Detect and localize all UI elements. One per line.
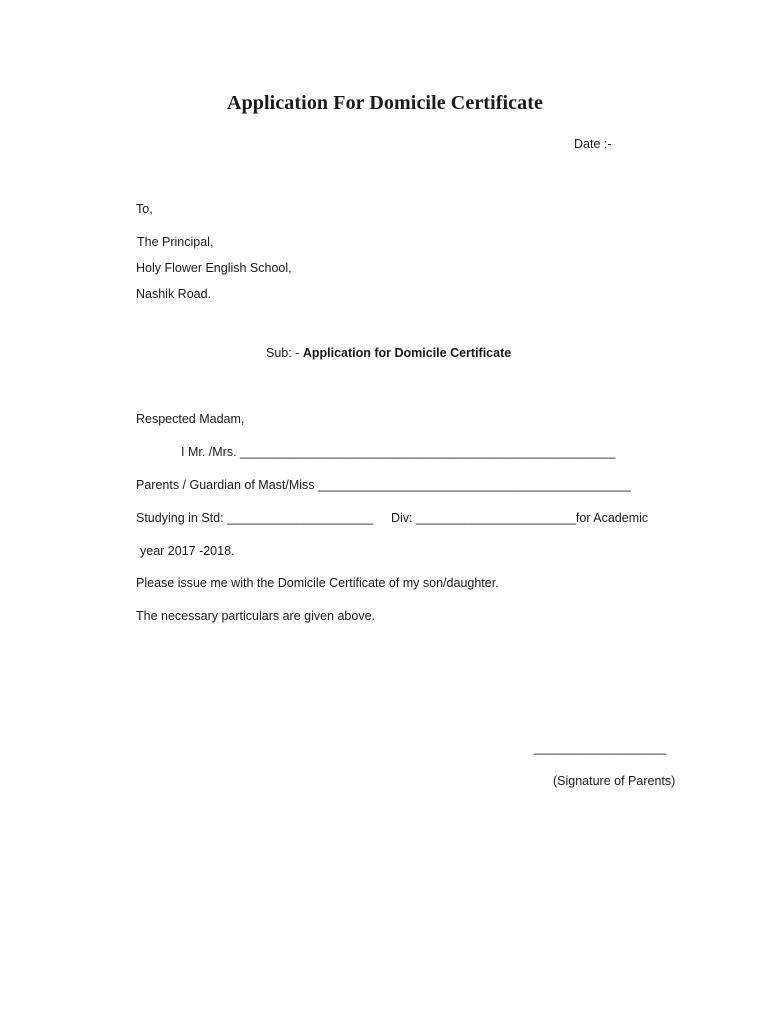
signature-label: (Signature of Parents) — [553, 774, 676, 788]
subject-text: Application for Domicile Certificate — [302, 346, 512, 360]
signature-line: ___________________ — [534, 741, 667, 755]
addressee-line-3: Nashik Road. — [136, 287, 212, 301]
subject-line — [266, 345, 511, 361]
div-field-line: Div: _______________________for Academic — [391, 511, 649, 525]
salutation: Respected Madam, — [136, 412, 245, 426]
particulars-line: The necessary particulars are given above. — [136, 609, 376, 623]
academic-year-line: year 2017 -2018. — [140, 544, 235, 558]
subject-prefix: Sub: - — [266, 346, 303, 360]
date-label: Date :- — [574, 137, 612, 151]
request-line: Please issue me with the Domicile Certificate of my son/daughter. — [136, 576, 499, 590]
document-title: Application For Domicile Certificate — [227, 92, 543, 114]
addressee-line-2: Holy Flower English School, — [136, 261, 292, 275]
addressee-line-1: The Principal, — [137, 235, 214, 249]
parent-name-line: I Mr. /Mrs. ______________________________________________________ — [181, 445, 616, 459]
std-field-line: Studying in Std: _____________________ — [136, 511, 374, 525]
guardian-line: Parents / Guardian of Mast/Miss _____________________________________________ — [136, 478, 631, 492]
to-line: To, — [136, 202, 153, 216]
